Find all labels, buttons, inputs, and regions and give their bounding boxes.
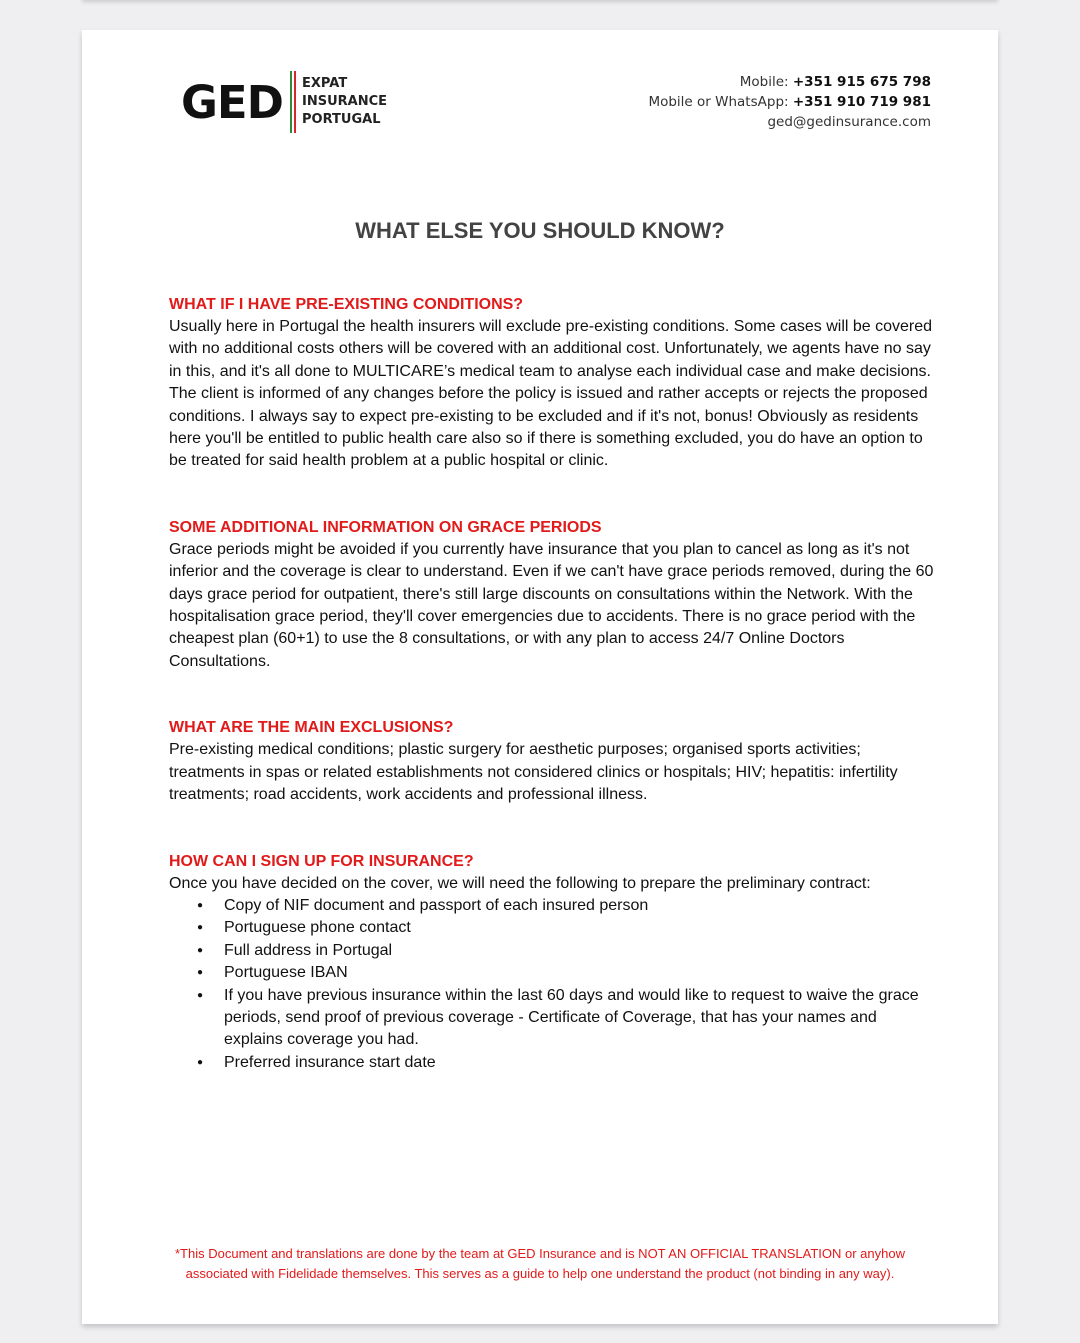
mobile-label: Mobile: [739,74,793,90]
document-page [82,30,998,1324]
section-body: Usually here in Portugal the health insurers will exclude pre-existing conditions. Some cases will be covered with no additional costs others will be covered with an additional cost. Unfortunately, we agents have no say in this, and it's all done to MULTICARE’s medical team to analyse each individual case and make decisions. The client is informed of any changes before the policy is issued and rather accepts or rejects the proposed conditions. I always say to expect pre-existing to be excluded and if it's not, bonus! Obviously as residents here you'll be entitled to public health care also so if there is something excluded, you do have an option to be treated for said health problem at a public hospital or clinic. [169,318,933,470]
portugal-flag-stripes-icon [290,71,296,133]
list-item: ● Preferred insurance start date [224,1052,939,1074]
section-heading: HOW CAN I SIGN UP FOR INSURANCE? [169,852,474,870]
section-heading: WHAT ARE THE MAIN EXCLUSIONS? [169,719,454,737]
whatsapp-number[interactable]: +351 910 719 981 [792,94,931,110]
footnote-line-2: associated with Fidelidade themselves. This serves as a guide to help one understand the product (not binding in any way). [185,1266,895,1281]
footnote-line-1: *This Document and translations are done by the team at GED Insurance and is NOT AN OFFICIAL TRANSLATION or anyhow [174,1246,905,1261]
section-sign-up [169,851,939,1075]
disclaimer-footnote [82,1244,998,1284]
page-title: WHAT ELSE YOU SHOULD KNOW? [355,218,725,243]
section-body: Grace periods might be avoided if you currently have insurance that you plan to cancel as long as it's not inferior and the coverage is clear to understand. Even if we can't have grace periods removed, during the 60 days grace period for outpatient, there's still large discounts on consultations within the Network. With the hospitalisation grace period, they'll cover emergencies due to accidents. There is no grace period with the cheapest plan (60+1) to use the 8 consultations, or with any plan to access 24/7 Online Doctors Consultations. [169,540,934,670]
section-main-exclusions [169,717,939,806]
logo-line-portugal: PORTUGAL [302,112,381,127]
section-heading: SOME ADDITIONAL INFORMATION ON GRACE PERIODS [169,518,602,536]
section-body: Pre-existing medical conditions; plastic surgery for aesthetic purposes; organised sports activities; treatments in spas or related establishments not considered clinics or hospitals; HIV; hepatitis: infertility treatments; road accidents, work accidents and professional illness. [169,741,898,804]
contact-info [648,72,931,132]
stripe-red [294,71,296,133]
section-pre-existing-conditions [169,294,939,473]
list-item: ● Copy of NIF document and passport of each insured person [224,895,939,917]
list-item: ● Portuguese IBAN [224,962,939,984]
logo-text [302,75,387,129]
mobile-number[interactable]: +351 915 675 798 [792,74,931,90]
document-content [169,294,939,1118]
requirements-list [169,895,939,1074]
list-item: ● Portuguese phone contact [224,917,939,939]
logo-line-expat: EXPAT [302,76,348,91]
logo-brand: GED [181,75,284,129]
section-body: Once you have decided on the cover, we will need the following to prepare the preliminary contract: [169,874,871,892]
ged-logo [181,70,387,134]
logo-line-insurance: INSURANCE [302,94,388,109]
whatsapp-label: Mobile or WhatsApp: [648,94,793,110]
section-grace-periods [169,517,939,673]
section-heading: WHAT IF I HAVE PRE-EXISTING CONDITIONS? [169,296,524,313]
list-item: ● Full address in Portugal [224,940,939,962]
mobile-line [648,72,931,92]
whatsapp-line [648,92,931,112]
list-item: ● If you have previous insurance within the last 60 days and would like to request to waive the grace periods, send proof of previous coverage - Certificate of Coverage, that has your names and explains coverage you had. [224,985,939,1052]
email-link[interactable]: ged@gedinsurance.com [767,114,931,130]
